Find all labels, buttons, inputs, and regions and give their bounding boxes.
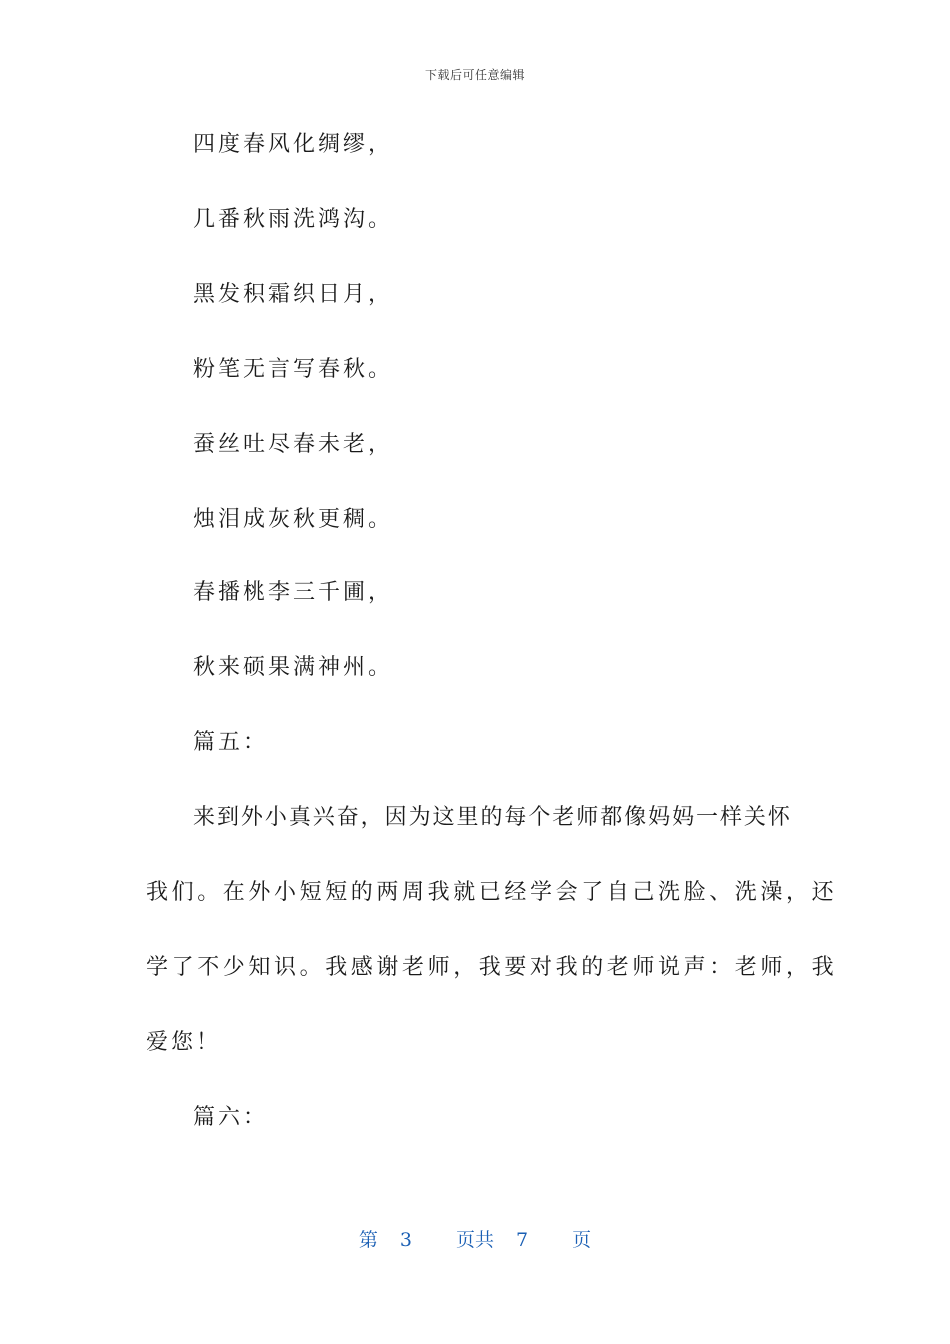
section-six-heading: 篇六： — [193, 1105, 269, 1130]
page-footer — [0, 1225, 950, 1252]
poem-line: 烛泪成灰秋更稠。 — [193, 507, 394, 532]
footer-total-pages: 7 — [516, 1229, 529, 1251]
paragraph-line: 爱您！ — [146, 1030, 222, 1055]
poem-line: 春播桃李三千圃， — [193, 580, 394, 605]
paragraph-line: 学了不少知识。我感谢老师，我要对我的老师说声：老师，我 — [146, 955, 838, 980]
poem-line: 蚕丝吐尽春未老， — [193, 432, 394, 457]
section-five-heading: 篇五： — [193, 730, 269, 755]
paragraph-line: 我们。在外小短短的两周我就已经学会了自己洗脸、洗澡，还 — [146, 880, 838, 905]
poem-line: 秋来硕果满神州。 — [193, 655, 394, 680]
header-note: 下载后可任意编辑 — [424, 68, 525, 82]
paragraph-line: 来 到 外 小 真 兴 奋 ， 因 为 这 里 的 每 个 老 师 都 像 妈 妈 一 样 关 怀 — [193, 805, 790, 830]
footer-middle: 页共 — [455, 1229, 494, 1251]
poem-line: 粉笔无言写春秋。 — [193, 357, 394, 382]
poem-line: 几番秋雨洗鸿沟。 — [193, 207, 394, 232]
poem-line: 四度春风化绸缪， — [193, 132, 394, 157]
poem-line: 黑发积霜织日月， — [193, 282, 394, 307]
footer-suffix: 页 — [572, 1229, 592, 1251]
footer-page-number: 3 — [399, 1229, 412, 1251]
footer-prefix: 第 — [358, 1229, 378, 1251]
